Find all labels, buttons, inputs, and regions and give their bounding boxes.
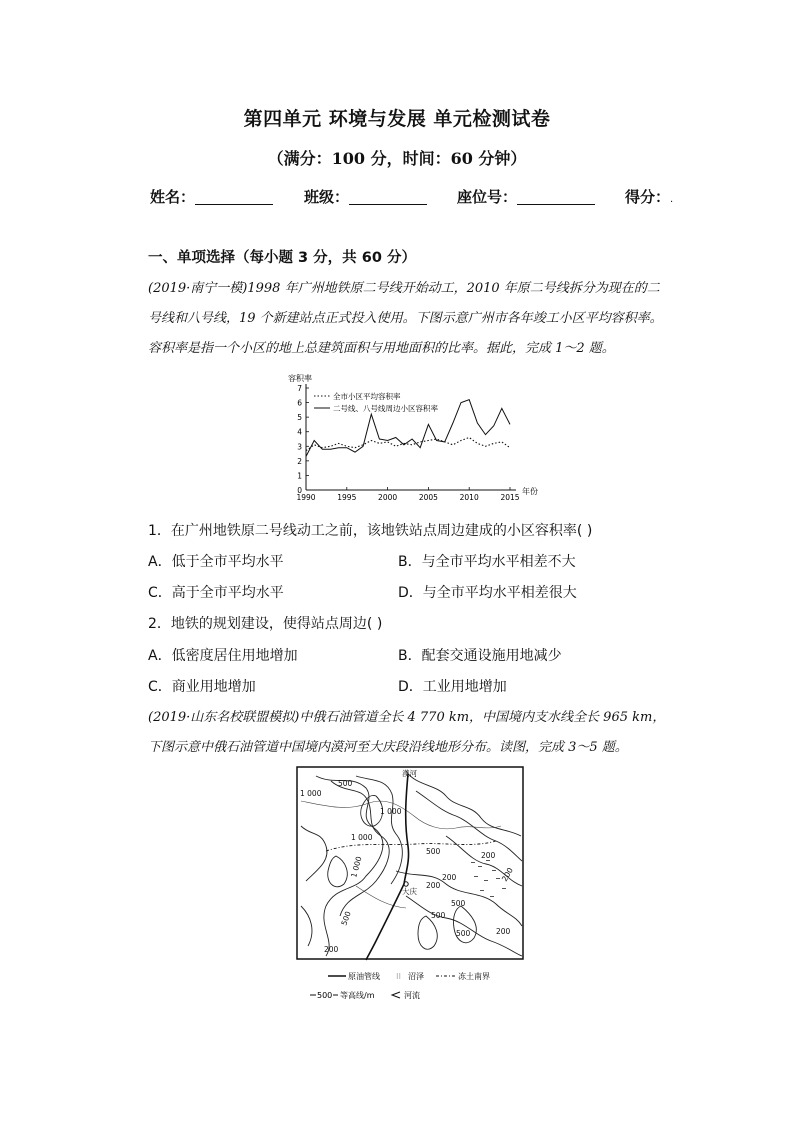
contour-label: 200 — [426, 881, 441, 890]
label-daqing: 大庆 — [402, 887, 417, 896]
passage-2 — [148, 703, 708, 763]
class-field — [304, 186, 427, 207]
legend-label-metro: 二号线、八号线周边小区容积率 — [333, 404, 438, 413]
seat-label: 座位号： — [457, 188, 518, 206]
legend-swamp-swatch: ⁝⁝ — [396, 972, 402, 981]
q2-option-c: C．商业用地增加 — [148, 679, 256, 695]
contour-label: 200 — [496, 927, 511, 936]
q1-option-d: D．与全市平均水平相差很大 — [398, 585, 577, 601]
passage-1-line-3: 容积率是指一个小区的地上总建筑面积与用地面积的比率。据此，完成 1～2 题。 — [148, 341, 615, 356]
legend-pipeline-label: 原油管线 — [348, 972, 380, 981]
contour-label: 200 — [481, 851, 496, 860]
x-tick-label: 2015 — [500, 493, 520, 502]
y-tick-label: 2 — [297, 456, 302, 466]
y-tick-label: 7 — [297, 384, 302, 393]
q2-option-a: A．低密度居住用地增加 — [148, 648, 298, 664]
seat-field — [457, 186, 595, 207]
x-tick-label: 1995 — [337, 493, 357, 502]
class-blank — [349, 190, 427, 205]
class-label: 班级： — [304, 188, 350, 206]
legend-label-city: 全市小区平均容积率 — [333, 392, 401, 401]
chart-ticks — [296, 384, 519, 502]
legend-river-swatch — [392, 992, 400, 998]
contour-label: 200 — [324, 945, 339, 954]
contour-label: 500 — [456, 929, 471, 938]
y-tick-label: 1 — [297, 471, 302, 481]
seat-blank — [517, 190, 595, 205]
chart-xlabel: 年份 — [522, 487, 538, 496]
x-tick-label: 2005 — [418, 493, 438, 502]
passage-2-line-1: (2019·山东名校联盟模拟)中俄石油管道全长 4 770 km，中国境内支水线全长 965 km， — [148, 710, 666, 725]
y-tick-label: 5 — [297, 413, 302, 423]
legend-permafrost-label: 冻土南界 — [458, 972, 490, 981]
score-end-mark: . — [670, 194, 674, 205]
contour-label: 500 — [451, 899, 466, 908]
x-tick-label: 2000 — [378, 493, 398, 502]
x-tick-label: 1990 — [296, 493, 316, 502]
passage-1 — [148, 274, 688, 364]
contour-label: 500 — [338, 779, 353, 788]
legend-river-label: 河流 — [404, 991, 420, 1000]
page-title: 第四单元 环境与发展 单元检测试卷 — [243, 108, 551, 130]
contour-label: 200 — [442, 873, 457, 882]
label-mohe: 漠河 — [402, 769, 417, 778]
passage-2-line-2: 下图示意中俄石油管道中国境内漠河至大庆段沿线地形分布。读图，完成 3～5 题。 — [148, 740, 628, 755]
y-tick-label: 3 — [297, 442, 302, 452]
far-chart — [284, 368, 546, 508]
section-heading: 一、单项选择（每小题 3 分，共 60 分） — [148, 250, 416, 266]
passage-1-line-1: (2019·南宁一模)1998 年广州地铁原二号线开始动工，2010 年原二号线拆分为现在的二 — [148, 281, 660, 296]
contour-label: 500 — [431, 911, 446, 920]
x-tick-label: 2010 — [459, 493, 479, 502]
page-subtitle: （满分：100 分，时间：60 分钟） — [267, 149, 527, 168]
y-tick-label: 6 — [297, 398, 302, 408]
question-1: 1．在广州地铁原二号线动工之前，该地铁站点周边建成的小区容积率( ) — [148, 523, 593, 539]
q1-option-a: A．低于全市平均水平 — [148, 554, 284, 570]
series-city-average-line — [306, 438, 510, 451]
legend-swamp-label: 沼泽 — [408, 972, 424, 981]
contour-label: 500 — [426, 847, 441, 856]
question-2: 2．地铁的规划建设，使得站点周边( ) — [148, 616, 383, 632]
q1-option-c: C．高于全市平均水平 — [148, 585, 284, 601]
y-tick-label: 4 — [297, 427, 302, 437]
contour-label: 1 000 — [380, 807, 402, 816]
contour-label: 1 000 — [349, 855, 364, 879]
name-label: 姓名： — [150, 188, 196, 206]
chart-ylabel: 容积率 — [288, 374, 312, 383]
contour-label: 1 000 — [351, 833, 373, 842]
legend-contour-value: 500 — [317, 991, 333, 1000]
contour-label: 1 000 — [300, 789, 322, 798]
contour-label: 500 — [339, 910, 353, 927]
chart-legend — [314, 391, 438, 413]
legend-contour-label: 等高线/m — [340, 991, 375, 1000]
y-tick-label: 0 — [297, 486, 302, 495]
contour-label: 200 — [499, 866, 515, 883]
score-label: 得分： — [625, 188, 671, 206]
q2-option-b: B．配套交通设施用地减少 — [398, 648, 562, 664]
name-field — [150, 186, 273, 207]
score-field — [625, 186, 673, 207]
map-legend — [308, 968, 518, 1004]
passage-1-line-2: 号线和八号线，19 个新建站点正式投入使用。下图示意广州市各年竣工小区平均容积率。 — [148, 311, 663, 326]
q1-option-b: B．与全市平均水平相差不大 — [398, 554, 576, 570]
q2-option-d: D．工业用地增加 — [398, 679, 507, 695]
name-blank — [195, 190, 273, 205]
topographic-map — [296, 766, 526, 962]
